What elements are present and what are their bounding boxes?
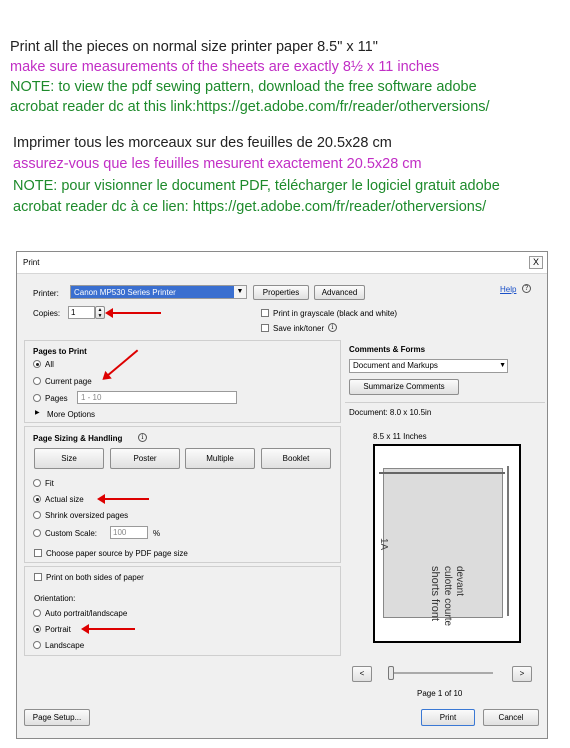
instruction-en-link: acrobat reader dc at this link:https://get.adobe.com/fr/reader/otherversions/ — [10, 99, 490, 115]
arrow-portrait — [87, 628, 135, 630]
properties-button[interactable]: Properties — [253, 285, 309, 300]
instruction-fr-link: acrobat reader dc à ce lien: https://get.adobe.com/fr/reader/otherversions/ — [13, 199, 487, 215]
advanced-button[interactable]: Advanced — [314, 285, 365, 300]
grayscale-checkbox[interactable] — [261, 309, 269, 317]
instruction-en-paper: Print all the pieces on normal size printer paper 8.5" x 11" — [10, 39, 378, 55]
tab-poster[interactable]: Poster — [110, 448, 180, 469]
more-options-link[interactable]: More Options — [47, 410, 96, 419]
pages-to-print-panel — [24, 340, 341, 423]
instruction-en-note: NOTE: to view the pdf sewing pattern, download the free software adobe — [10, 79, 477, 95]
cancel-button[interactable]: Cancel — [483, 709, 539, 726]
print-button[interactable]: Print — [421, 709, 475, 726]
help-link[interactable]: Help — [500, 285, 517, 294]
chevron-down-icon: ▼ — [234, 286, 246, 298]
tab-booklet[interactable]: Booklet — [261, 448, 331, 469]
shrink-label: Shrink oversized pages — [45, 511, 129, 520]
divider — [345, 402, 545, 403]
orientation-label: Orientation: — [34, 594, 76, 603]
instruction-fr-measure: assurez-vous que les feuilles mesurent exactement 20.5x28 cm — [13, 156, 422, 172]
current-page-label: Current page — [45, 377, 92, 386]
pages-all-label: All — [45, 360, 54, 369]
summarize-comments-button[interactable]: Summarize Comments — [349, 379, 459, 395]
pages-range-label: Pages — [45, 394, 68, 403]
landscape-label: Landscape — [45, 641, 85, 650]
instruction-fr-paper: Imprimer tous les morceaux sur des feuilles de 20.5x28 cm — [13, 135, 392, 151]
printer-label: Printer: — [33, 289, 59, 298]
comments-value: Document and Markups — [353, 361, 438, 370]
pages-all-radio[interactable] — [33, 360, 41, 368]
preview-text-main: shorts front — [429, 566, 441, 622]
paper-size-label: 8.5 x 11 Inches — [373, 432, 427, 441]
actual-size-radio[interactable] — [33, 495, 41, 503]
page-counter: Page 1 of 10 — [417, 689, 463, 698]
save-ink-label: Save ink/toner — [273, 324, 325, 333]
page-sizing-heading: Page Sizing & Handling — [33, 434, 123, 443]
custom-scale-input[interactable]: 100 — [110, 526, 148, 539]
page-sizing-panel — [24, 426, 341, 563]
print-preview — [373, 444, 521, 643]
printer-select[interactable] — [70, 285, 247, 299]
pages-range-input[interactable]: 1 - 10 — [77, 391, 237, 404]
choose-source-checkbox[interactable] — [34, 549, 42, 557]
comments-select[interactable] — [349, 359, 508, 373]
chevron-down-icon: ▼ — [499, 362, 506, 369]
arrow-actual-size — [103, 498, 149, 500]
preview-piece-label: 1A — [378, 538, 389, 551]
portrait-radio[interactable] — [33, 625, 41, 633]
next-page-button[interactable]: > — [512, 666, 532, 682]
print-dialog — [16, 251, 548, 739]
page-slider-track[interactable] — [389, 672, 493, 674]
landscape-radio[interactable] — [33, 641, 41, 649]
printer-value: Canon MP530 Series Printer — [74, 288, 176, 297]
actual-size-label: Actual size — [45, 495, 84, 504]
pages-to-print-heading: Pages to Print — [33, 347, 87, 356]
pages-range-radio[interactable] — [33, 394, 41, 402]
dialog-titlebar — [17, 252, 547, 274]
fit-radio[interactable] — [33, 479, 41, 487]
save-ink-info-icon[interactable]: i — [328, 323, 337, 332]
tab-size[interactable]: Size — [34, 448, 104, 469]
dialog-title: Print — [23, 258, 40, 267]
custom-scale-radio[interactable] — [33, 529, 41, 537]
portrait-label: Portrait — [45, 625, 71, 634]
preview-text-fr2: devant — [454, 566, 465, 597]
fit-label: Fit — [45, 479, 54, 488]
shrink-radio[interactable] — [33, 511, 41, 519]
tab-multiple[interactable]: Multiple — [185, 448, 255, 469]
document-size-label: Document: 8.0 x 10.5in — [349, 408, 432, 417]
close-icon[interactable]: X — [529, 256, 543, 269]
page-setup-button[interactable]: Page Setup... — [24, 709, 90, 726]
copies-stepper[interactable]: ▲ ▼ — [95, 306, 105, 319]
both-sides-checkbox[interactable] — [34, 573, 42, 581]
both-sides-label: Print on both sides of paper — [46, 573, 144, 582]
copies-label: Copies: — [33, 309, 61, 318]
orientation-panel — [24, 566, 341, 656]
save-ink-checkbox[interactable] — [261, 324, 269, 332]
previous-page-button[interactable]: < — [352, 666, 372, 682]
help-info-icon[interactable]: ? — [522, 284, 531, 293]
auto-orientation-radio[interactable] — [33, 609, 41, 617]
comments-heading: Comments & Forms — [349, 345, 426, 354]
caret-right-icon[interactable]: ▶ — [35, 410, 40, 416]
page-slider-thumb[interactable] — [388, 666, 394, 680]
auto-orientation-label: Auto portrait/landscape — [45, 609, 128, 618]
grayscale-label: Print in grayscale (black and white) — [273, 309, 398, 318]
sizing-info-icon[interactable]: i — [138, 433, 147, 442]
instruction-fr-note: NOTE: pour visionner le document PDF, télécharger le logiciel gratuit adobe — [13, 178, 500, 194]
choose-source-label: Choose paper source by PDF page size — [46, 549, 188, 558]
preview-text-fr1: culotte courte — [442, 566, 453, 627]
percent-label: % — [153, 529, 161, 538]
instruction-en-measure: make sure measurements of the sheets are exactly 8½ x 11 inches — [10, 59, 440, 75]
current-page-radio[interactable] — [33, 377, 41, 385]
custom-scale-label: Custom Scale: — [45, 529, 98, 538]
arrow-copies — [111, 312, 161, 314]
copies-input[interactable]: 1 — [68, 306, 95, 319]
